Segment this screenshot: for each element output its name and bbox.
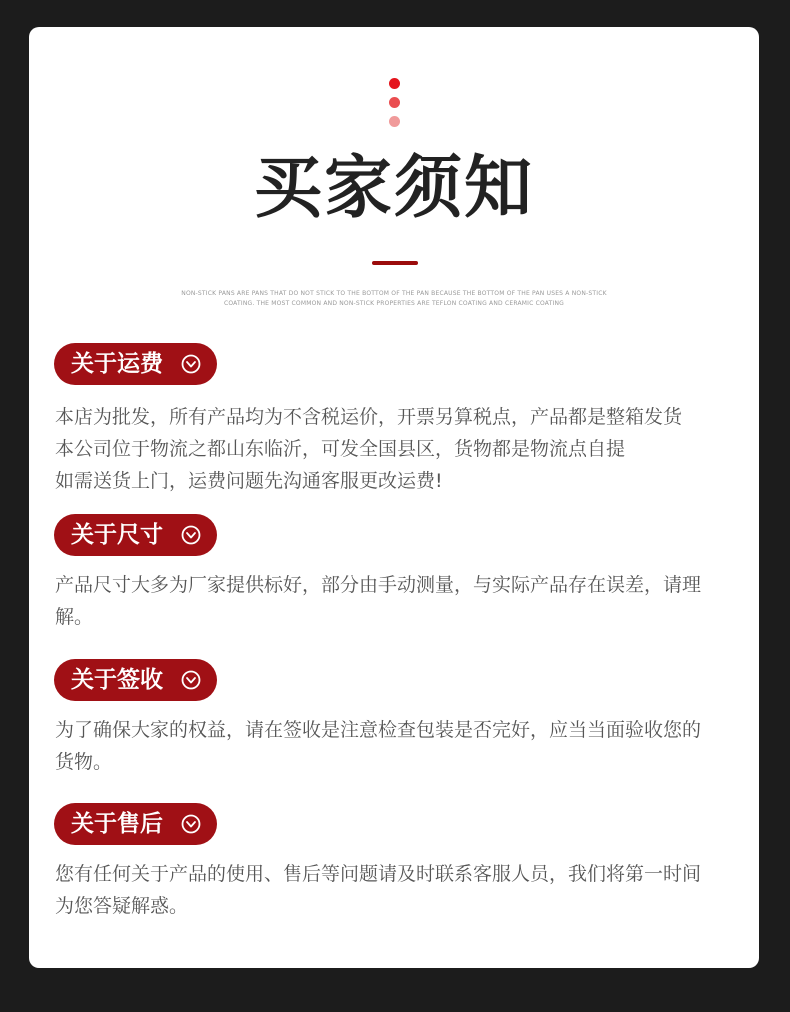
- section-label: 关于签收: [71, 667, 163, 693]
- body-line: 本公司位于物流之都山东临沂，可发全国县区，货物都是物流点自提: [55, 438, 626, 460]
- body-line: 解。: [55, 606, 94, 628]
- body-line: 货物。: [55, 751, 113, 773]
- notice-card: [29, 27, 759, 968]
- subtitle-line: NON-STICK PANS ARE PANS THAT DO NOT STICK TO THE BOTTOM OF THE PAN BECAUSE THE BOTTOM OF THE PAN USES A NON-STICK: [181, 290, 607, 297]
- chevron-down-circle-icon: [181, 354, 201, 374]
- section-header-shipping[interactable]: [54, 343, 217, 385]
- chevron-down-circle-icon: [181, 525, 201, 545]
- english-subtitle: [169, 289, 619, 309]
- section-header-size[interactable]: [54, 514, 217, 556]
- chevron-down-circle-icon: [181, 814, 201, 834]
- decorative-dot: [389, 116, 400, 127]
- body-line: 如需送货上门，运费问题先沟通客服更改运费!: [55, 470, 443, 492]
- page-title: 买家须知: [253, 149, 534, 228]
- chevron-down-circle-icon: [181, 670, 201, 690]
- section-body-after-sales: [55, 858, 740, 922]
- decorative-dot: [389, 78, 400, 89]
- title-divider: [372, 261, 418, 265]
- section-body-size: [55, 569, 740, 633]
- subtitle-line: COATING. THE MOST COMMON AND NON-STICK PROPERTIES ARE TEFLON COATING AND CERAMIC COATING: [223, 300, 565, 307]
- section-header-after-sales[interactable]: [54, 803, 217, 845]
- body-line: 您有任何关于产品的使用、售后等问题请及时联系客服人员，我们将第一时间: [55, 863, 702, 885]
- section-label: 关于运费: [71, 351, 163, 377]
- body-line: 产品尺寸大多为厂家提供标好，部分由手动测量，与实际产品存在误差，请理: [55, 574, 702, 596]
- body-line: 本店为批发，所有产品均为不含税运价，开票另算税点，产品都是整箱发货: [55, 406, 683, 428]
- body-line: 为您答疑解惑。: [55, 895, 189, 917]
- section-label: 关于尺寸: [71, 522, 163, 548]
- section-body-shipping: [55, 401, 740, 497]
- decorative-dot: [389, 97, 400, 108]
- section-body-signing: [55, 714, 740, 778]
- body-line: 为了确保大家的权益，请在签收是注意检查包装是否完好，应当当面验收您的: [55, 719, 702, 741]
- section-label: 关于售后: [71, 811, 163, 837]
- section-header-signing[interactable]: [54, 659, 217, 701]
